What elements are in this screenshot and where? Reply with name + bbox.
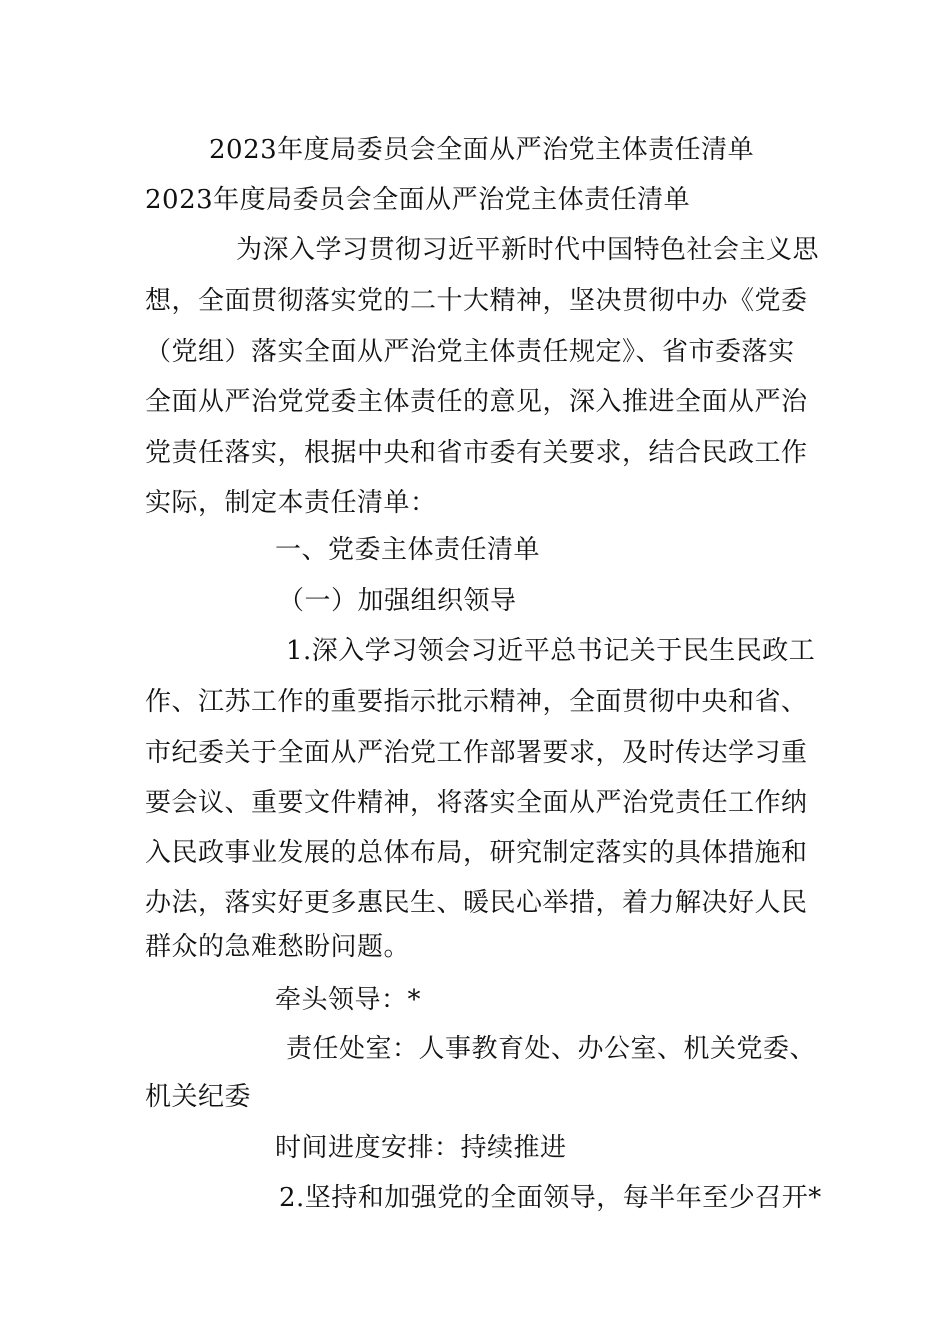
item-2-line: 2.坚持和加强党的全面领导，每半年至少召开*: [279, 1183, 822, 1213]
item-1-line: 1.深入学习领会习近平总书记关于民生民政工: [286, 636, 816, 666]
schedule: 时间进度安排：持续推进: [275, 1133, 567, 1163]
intro-line: 全面从严治党党委主体责任的意见，深入推进全面从严治: [145, 387, 808, 417]
subsection-heading: （一）加强组织领导: [278, 586, 517, 616]
intro-line: 想，全面贯彻落实党的二十大精神，坚决贯彻中办《党委: [145, 286, 808, 316]
intro-line: （党组）落实全面从严治党主体责任规定》、省市委落实: [145, 337, 795, 367]
responsible-departments-cont: 机关纪委: [145, 1082, 252, 1112]
item-1-line: 要会议、重要文件精神，将落实全面从严治党责任工作纳: [145, 788, 808, 818]
item-1-line: 群众的急难愁盼问题。: [145, 932, 411, 962]
intro-line: 实际，制定本责任清单：: [145, 488, 437, 518]
item-1-line: 办法，落实好更多惠民生、暖民心举措，着力解决好人民: [145, 888, 808, 918]
item-1-line: 入民政事业发展的总体布局，研究制定落实的具体措施和: [145, 838, 808, 868]
item-1-line: 市纪委关于全面从严治党工作部署要求，及时传达学习重: [145, 738, 808, 768]
item-1-line: 作、江苏工作的重要指示批示精神，全面贯彻中央和省、: [145, 687, 808, 717]
lead-leader: 牵头领导：*: [275, 985, 422, 1015]
document-title-centered: 2023年度局委员会全面从严治党主体责任清单: [209, 135, 755, 165]
document-title-repeat: 2023年度局委员会全面从严治党主体责任清单: [145, 185, 691, 215]
intro-line: 为深入学习贯彻习近平新时代中国特色社会主义思: [236, 235, 820, 265]
intro-line: 党责任落实，根据中央和省市委有关要求，结合民政工作: [145, 438, 808, 468]
section-heading: 一、党委主体责任清单: [275, 535, 541, 565]
responsible-departments: 责任处室：人事教育处、办公室、机关党委、: [286, 1034, 817, 1064]
